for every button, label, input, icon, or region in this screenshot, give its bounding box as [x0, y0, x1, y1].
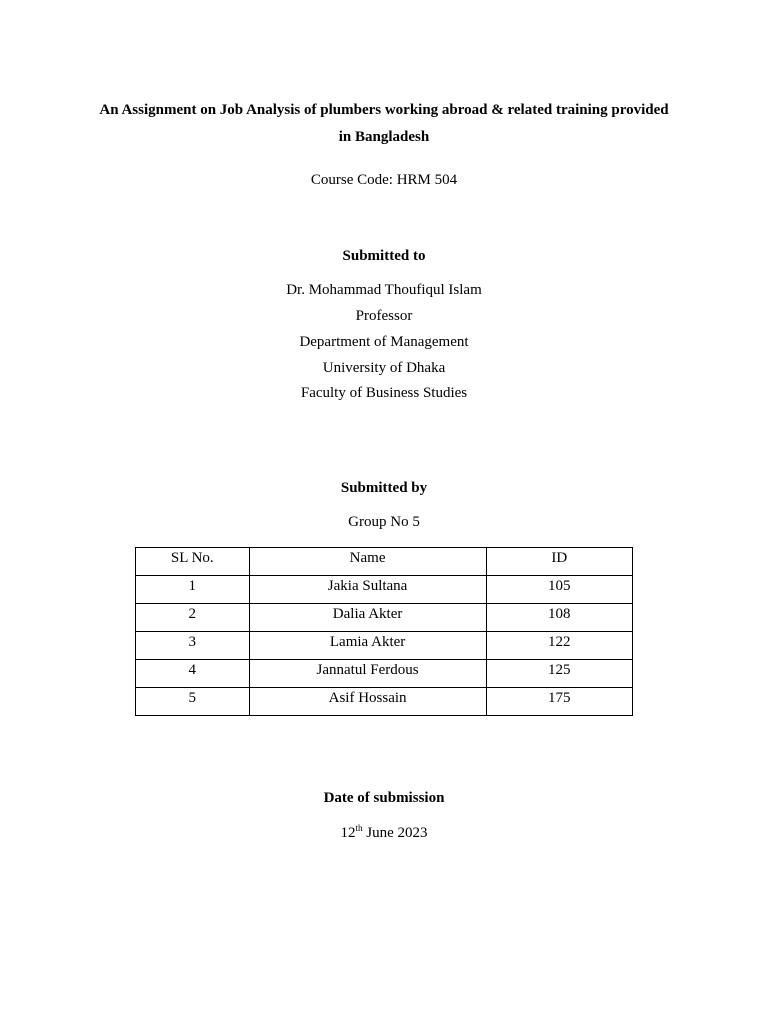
supervisor-department: Department of Management	[299, 334, 469, 350]
supervisor-designation: Professor	[355, 308, 413, 324]
header-name: Name	[249, 548, 486, 576]
cell-sl: 4	[136, 660, 250, 688]
cell-id: 125	[486, 660, 632, 688]
supervisor-faculty: Faculty of Business Studies	[300, 385, 468, 401]
header-sl-no: SL No.	[136, 548, 250, 576]
table-row	[136, 688, 633, 716]
cell-sl: 2	[136, 604, 250, 632]
cell-name: Dalia Akter	[249, 604, 486, 632]
table-row	[136, 576, 633, 604]
cell-id: 175	[486, 688, 632, 716]
table-row	[136, 632, 633, 660]
assignment-title-line-1: An Assignment on Job Analysis of plumbers working abroad & related training provided	[99, 102, 669, 118]
group-members-table	[135, 547, 633, 716]
submission-date	[0, 824, 768, 842]
header-id: ID	[486, 548, 632, 576]
submission-date-rest: June 2023	[362, 825, 428, 841]
group-number: Group No 5	[348, 514, 420, 530]
cell-id: 108	[486, 604, 632, 632]
submission-date-day: 12	[340, 825, 356, 841]
cell-name: Lamia Akter	[249, 632, 486, 660]
assignment-title-line-2: in Bangladesh	[338, 129, 430, 145]
cell-name: Jakia Sultana	[249, 576, 486, 604]
cell-id: 122	[486, 632, 632, 660]
cell-name: Jannatul Ferdous	[249, 660, 486, 688]
submitted-to-heading: Submitted to	[342, 248, 426, 264]
submission-date-suffix: th	[355, 823, 363, 833]
cell-id: 105	[486, 576, 632, 604]
table-header-row	[136, 548, 633, 576]
supervisor-name: Dr. Mohammad Thoufiqul Islam	[286, 282, 482, 298]
table-row	[136, 660, 633, 688]
supervisor-university: University of Dhaka	[322, 360, 446, 376]
cell-name: Asif Hossain	[249, 688, 486, 716]
course-code: Course Code: HRM 504	[310, 172, 458, 188]
cell-sl: 1	[136, 576, 250, 604]
submitted-by-heading: Submitted by	[340, 480, 428, 496]
date-of-submission-heading: Date of submission	[323, 790, 445, 806]
cell-sl: 5	[136, 688, 250, 716]
cell-sl: 3	[136, 632, 250, 660]
table-row	[136, 604, 633, 632]
